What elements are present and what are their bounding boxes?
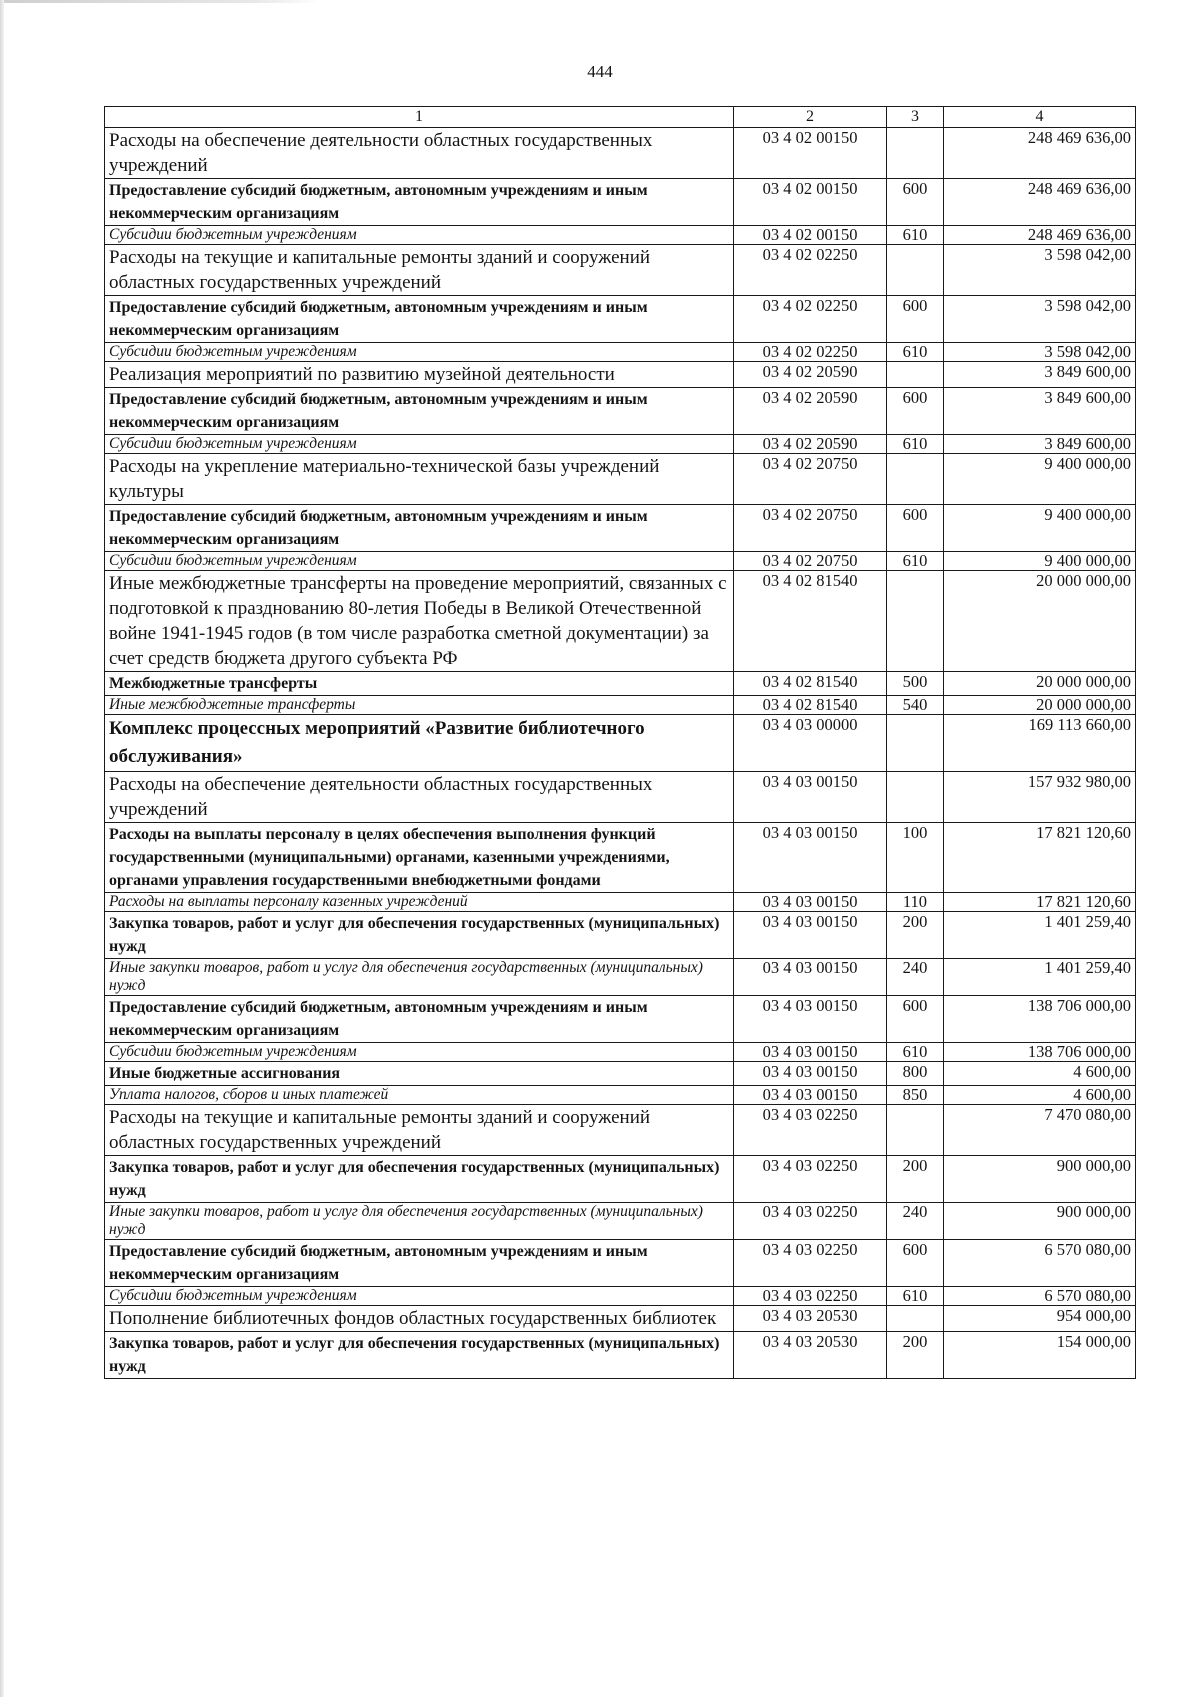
row-amount: 3 849 600,00 — [944, 435, 1136, 454]
row-code: 03 4 03 00150 — [734, 772, 887, 823]
header-col-2: 2 — [734, 107, 887, 128]
row-expense-type: 600 — [887, 296, 944, 343]
row-expense-type: 600 — [887, 996, 944, 1043]
row-name: Закупка товаров, работ и услуг для обеспечения государственных (муниципальных) нужд — [105, 1332, 734, 1379]
row-code: 03 4 03 00150 — [734, 893, 887, 912]
table-header-row — [105, 107, 1136, 128]
row-amount: 9 400 000,00 — [944, 505, 1136, 552]
row-expense-type — [887, 1105, 944, 1156]
row-name: Иные бюджетные ассигнования — [105, 1062, 734, 1086]
row-expense-type: 240 — [887, 959, 944, 996]
row-expense-type: 200 — [887, 912, 944, 959]
table-row — [105, 1156, 1136, 1203]
row-code: 03 4 03 00150 — [734, 959, 887, 996]
row-code: 03 4 02 00150 — [734, 226, 887, 245]
row-expense-type: 610 — [887, 1287, 944, 1306]
row-expense-type — [887, 128, 944, 179]
row-name: Расходы на укрепление материально-технической базы учреждений культуры — [105, 454, 734, 505]
row-name: Расходы на текущие и капитальные ремонты зданий и сооружений областных государственных учреждений — [105, 1105, 734, 1156]
row-expense-type: 610 — [887, 435, 944, 454]
row-code: 03 4 03 02250 — [734, 1203, 887, 1240]
row-code: 03 4 02 20750 — [734, 505, 887, 552]
row-expense-type: 610 — [887, 343, 944, 362]
table-row — [105, 959, 1136, 996]
row-code: 03 4 03 00150 — [734, 996, 887, 1043]
row-amount: 6 570 080,00 — [944, 1287, 1136, 1306]
row-name: Предоставление субсидий бюджетным, автономным учреждениям и иным некоммерческим организациям — [105, 505, 734, 552]
row-name: Субсидии бюджетным учреждениям — [105, 1287, 734, 1306]
row-code: 03 4 03 00150 — [734, 1086, 887, 1105]
row-name: Расходы на обеспечение деятельности областных государственных учреждений — [105, 128, 734, 179]
table-row — [105, 245, 1136, 296]
row-amount: 3 598 042,00 — [944, 245, 1136, 296]
row-amount: 20 000 000,00 — [944, 672, 1136, 696]
row-expense-type: 200 — [887, 1332, 944, 1379]
row-code: 03 4 02 81540 — [734, 672, 887, 696]
table-row — [105, 1240, 1136, 1287]
row-name: Предоставление субсидий бюджетным, автономным учреждениям и иным некоммерческим организациям — [105, 388, 734, 435]
row-name: Предоставление субсидий бюджетным, автономным учреждениям и иным некоммерческим организациям — [105, 296, 734, 343]
row-code: 03 4 03 02250 — [734, 1105, 887, 1156]
table-row — [105, 226, 1136, 245]
table-row — [105, 996, 1136, 1043]
row-amount: 900 000,00 — [944, 1156, 1136, 1203]
row-amount: 138 706 000,00 — [944, 996, 1136, 1043]
table-row — [105, 1306, 1136, 1332]
row-code: 03 4 03 20530 — [734, 1306, 887, 1332]
row-expense-type — [887, 362, 944, 388]
table-row — [105, 128, 1136, 179]
row-expense-type — [887, 454, 944, 505]
table-row — [105, 505, 1136, 552]
table-row — [105, 1043, 1136, 1062]
row-amount: 169 113 660,00 — [944, 715, 1136, 772]
table-row — [105, 571, 1136, 672]
budget-table — [104, 106, 1136, 1379]
row-code: 03 4 02 81540 — [734, 696, 887, 715]
table-row — [105, 912, 1136, 959]
row-code: 03 4 03 00150 — [734, 823, 887, 893]
row-amount: 9 400 000,00 — [944, 552, 1136, 571]
row-amount: 3 598 042,00 — [944, 296, 1136, 343]
row-code: 03 4 03 00150 — [734, 1043, 887, 1062]
row-expense-type — [887, 245, 944, 296]
row-name: Закупка товаров, работ и услуг для обеспечения государственных (муниципальных) нужд — [105, 912, 734, 959]
row-amount: 3 849 600,00 — [944, 362, 1136, 388]
row-name: Расходы на выплаты персоналу в целях обеспечения выполнения функций государственными (муниципальными) органами, казенными учреждениями, органами управления государственными внебюджетными фондами — [105, 823, 734, 893]
row-name: Иные межбюджетные трансферты на проведение мероприятий, связанных с подготовкой к празднованию 80-летия Победы в Великой Отечественной войне 1941-1945 годов (в том числе разработка сметной документации) за счет средств бюджета другого субъекта РФ — [105, 571, 734, 672]
row-name: Пополнение библиотечных фондов областных государственных библиотек — [105, 1306, 734, 1332]
row-code: 03 4 02 20590 — [734, 435, 887, 454]
row-name: Иные закупки товаров, работ и услуг для обеспечения государственных (муниципальных) нужд — [105, 959, 734, 996]
row-amount: 900 000,00 — [944, 1203, 1136, 1240]
row-expense-type: 540 — [887, 696, 944, 715]
row-code: 03 4 03 20530 — [734, 1332, 887, 1379]
row-code: 03 4 02 20750 — [734, 552, 887, 571]
row-expense-type: 600 — [887, 179, 944, 226]
table-row — [105, 435, 1136, 454]
table-row — [105, 454, 1136, 505]
row-expense-type: 500 — [887, 672, 944, 696]
row-name: Иные закупки товаров, работ и услуг для обеспечения государственных (муниципальных) нужд — [105, 1203, 734, 1240]
row-name: Расходы на текущие и капитальные ремонты зданий и сооружений областных государственных учреждений — [105, 245, 734, 296]
row-code: 03 4 02 02250 — [734, 343, 887, 362]
row-name: Уплата налогов, сборов и иных платежей — [105, 1086, 734, 1105]
table-row — [105, 893, 1136, 912]
row-amount: 138 706 000,00 — [944, 1043, 1136, 1062]
scan-edge-left — [0, 0, 4, 1697]
row-expense-type — [887, 715, 944, 772]
row-name: Комплекс процессных мероприятий «Развитие библиотечного обслуживания» — [105, 715, 734, 772]
scan-edge-top — [0, 0, 320, 3]
row-amount: 9 400 000,00 — [944, 454, 1136, 505]
row-amount: 1 401 259,40 — [944, 959, 1136, 996]
table-row — [105, 552, 1136, 571]
table-row — [105, 1203, 1136, 1240]
row-expense-type: 610 — [887, 552, 944, 571]
row-code: 03 4 03 00150 — [734, 912, 887, 959]
table-row — [105, 343, 1136, 362]
row-name: Субсидии бюджетным учреждениям — [105, 226, 734, 245]
row-expense-type: 800 — [887, 1062, 944, 1086]
row-name: Предоставление субсидий бюджетным, автономным учреждениям и иным некоммерческим организациям — [105, 996, 734, 1043]
table-row — [105, 823, 1136, 893]
row-name: Субсидии бюджетным учреждениям — [105, 1043, 734, 1062]
row-name: Расходы на обеспечение деятельности областных государственных учреждений — [105, 772, 734, 823]
row-expense-type — [887, 1306, 944, 1332]
row-expense-type: 600 — [887, 505, 944, 552]
row-amount: 7 470 080,00 — [944, 1105, 1136, 1156]
table-row — [105, 1062, 1136, 1086]
table-row — [105, 296, 1136, 343]
row-amount: 3 598 042,00 — [944, 343, 1136, 362]
table-row — [105, 388, 1136, 435]
table-row — [105, 1332, 1136, 1379]
table-row — [105, 1105, 1136, 1156]
row-expense-type: 600 — [887, 1240, 944, 1287]
header-col-1: 1 — [105, 107, 734, 128]
table-row — [105, 672, 1136, 696]
row-amount: 20 000 000,00 — [944, 571, 1136, 672]
row-amount: 248 469 636,00 — [944, 226, 1136, 245]
row-name: Межбюджетные трансферты — [105, 672, 734, 696]
row-expense-type: 610 — [887, 1043, 944, 1062]
header-col-4: 4 — [944, 107, 1136, 128]
table-row — [105, 696, 1136, 715]
budget-table-body — [105, 107, 1136, 1379]
row-amount: 17 821 120,60 — [944, 893, 1136, 912]
row-expense-type — [887, 772, 944, 823]
row-code: 03 4 02 81540 — [734, 571, 887, 672]
row-expense-type: 100 — [887, 823, 944, 893]
row-amount: 20 000 000,00 — [944, 696, 1136, 715]
row-code: 03 4 03 00000 — [734, 715, 887, 772]
table-row — [105, 1287, 1136, 1306]
row-amount: 248 469 636,00 — [944, 179, 1136, 226]
row-name: Реализация мероприятий по развитию музейной деятельности — [105, 362, 734, 388]
row-amount: 1 401 259,40 — [944, 912, 1136, 959]
row-expense-type: 200 — [887, 1156, 944, 1203]
row-code: 03 4 02 20590 — [734, 388, 887, 435]
table-row — [105, 179, 1136, 226]
row-amount: 4 600,00 — [944, 1086, 1136, 1105]
table-row — [105, 772, 1136, 823]
header-col-3: 3 — [887, 107, 944, 128]
row-code: 03 4 03 00150 — [734, 1062, 887, 1086]
row-expense-type: 600 — [887, 388, 944, 435]
row-expense-type: 110 — [887, 893, 944, 912]
row-amount: 248 469 636,00 — [944, 128, 1136, 179]
row-code: 03 4 03 02250 — [734, 1287, 887, 1306]
row-amount: 954 000,00 — [944, 1306, 1136, 1332]
row-name: Субсидии бюджетным учреждениям — [105, 435, 734, 454]
row-code: 03 4 02 20590 — [734, 362, 887, 388]
row-code: 03 4 02 00150 — [734, 179, 887, 226]
row-code: 03 4 02 02250 — [734, 245, 887, 296]
row-expense-type: 850 — [887, 1086, 944, 1105]
row-expense-type: 610 — [887, 226, 944, 245]
row-code: 03 4 02 20750 — [734, 454, 887, 505]
row-name: Субсидии бюджетным учреждениям — [105, 552, 734, 571]
table-row — [105, 1086, 1136, 1105]
row-code: 03 4 02 02250 — [734, 296, 887, 343]
row-amount: 17 821 120,60 — [944, 823, 1136, 893]
row-expense-type: 240 — [887, 1203, 944, 1240]
row-name: Субсидии бюджетным учреждениям — [105, 343, 734, 362]
row-amount: 154 000,00 — [944, 1332, 1136, 1379]
page-number: 444 — [587, 62, 613, 81]
row-code: 03 4 02 00150 — [734, 128, 887, 179]
row-name: Иные межбюджетные трансферты — [105, 696, 734, 715]
row-code: 03 4 03 02250 — [734, 1156, 887, 1203]
row-name: Предоставление субсидий бюджетным, автономным учреждениям и иным некоммерческим организациям — [105, 179, 734, 226]
table-row — [105, 362, 1136, 388]
row-expense-type — [887, 571, 944, 672]
table-row — [105, 715, 1136, 772]
row-code: 03 4 03 02250 — [734, 1240, 887, 1287]
row-amount: 4 600,00 — [944, 1062, 1136, 1086]
row-amount: 6 570 080,00 — [944, 1240, 1136, 1287]
row-amount: 3 849 600,00 — [944, 388, 1136, 435]
row-name: Расходы на выплаты персоналу казенных учреждений — [105, 893, 734, 912]
row-name: Предоставление субсидий бюджетным, автономным учреждениям и иным некоммерческим организациям — [105, 1240, 734, 1287]
row-name: Закупка товаров, работ и услуг для обеспечения государственных (муниципальных) нужд — [105, 1156, 734, 1203]
row-amount: 157 932 980,00 — [944, 772, 1136, 823]
